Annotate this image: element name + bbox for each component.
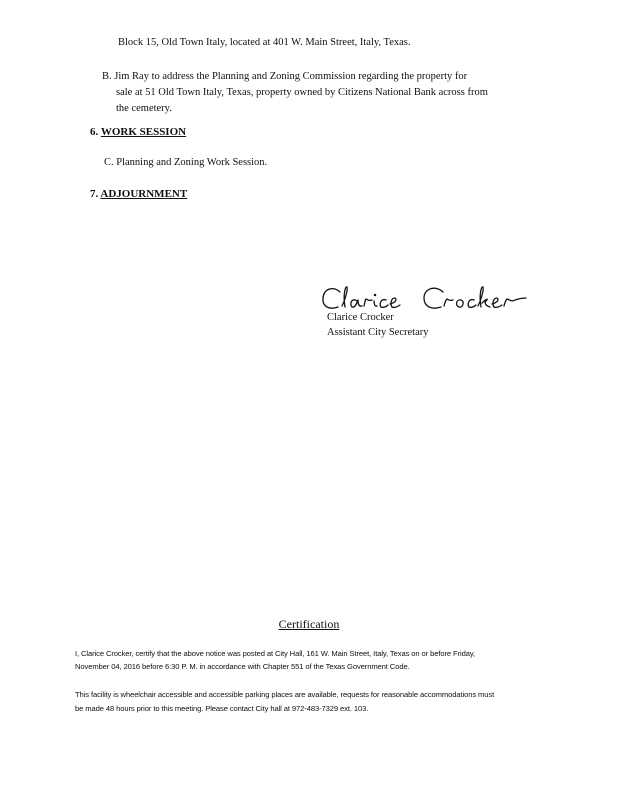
signature-name: Clarice Crocker xyxy=(327,312,394,323)
section-7-heading xyxy=(90,187,187,201)
certification-paragraph-1-line-2: November 04, 2016 before 6:30 P. M. in accordance with Chapter 551 of the Texas Government Code. xyxy=(75,662,410,671)
section-7-number: 7. xyxy=(90,188,99,200)
item-b-line-2: sale at 51 Old Town Italy, Texas, property owned by Citizens National Bank across from xyxy=(116,87,488,98)
certification-paragraph-1-line-1: I, Clarice Crocker, certify that the above notice was posted at City Hall, 161 W. Main Street, Italy, Texas on or before Friday, xyxy=(75,649,475,658)
section-6-label: WORK SESSION xyxy=(100,126,187,138)
certification-paragraph-2-line-1: This facility is wheelchair accessible and accessible parking places are available, requests for reasonable accommodations must xyxy=(75,690,495,699)
section-6-number: 6. xyxy=(90,126,99,138)
item-c: C. Planning and Zoning Work Session. xyxy=(104,157,268,168)
certification-title: Certification xyxy=(278,617,340,631)
item-b-line-3: the cemetery. xyxy=(116,103,172,114)
certification-paragraph-2-line-2: be made 48 hours prior to this meeting. Please contact City hall at 972-483-7329 ext. 103. xyxy=(75,704,369,713)
section-6-heading xyxy=(90,125,186,139)
signature-title: Assistant City Secretary xyxy=(327,327,429,338)
section-7-label: ADJOURNMENT xyxy=(100,188,188,200)
item-a-continuation: Block 15, Old Town Italy, located at 401 W. Main Street, Italy, Texas. xyxy=(118,37,411,48)
item-b-line-1: B. Jim Ray to address the Planning and Zoning Commission regarding the property for xyxy=(102,71,468,82)
